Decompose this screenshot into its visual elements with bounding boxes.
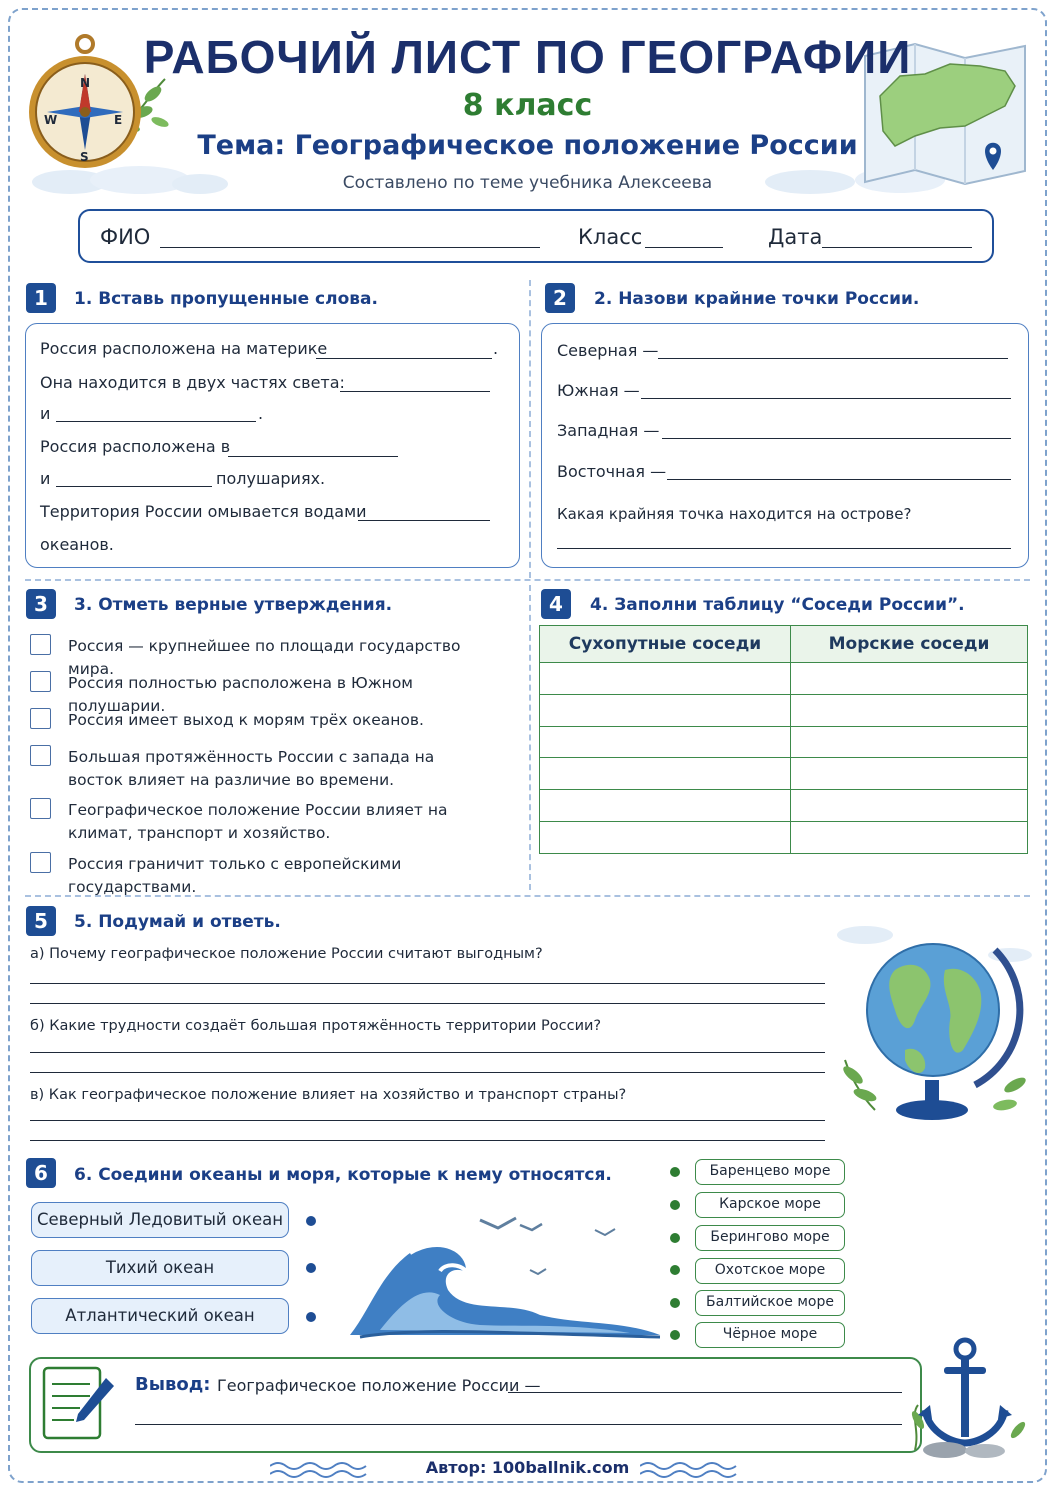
- statement-checkbox-6[interactable]: [30, 852, 51, 873]
- sea-bering-dot[interactable]: [670, 1233, 680, 1243]
- section-2-badge: 2: [545, 283, 575, 313]
- section-3-badge: 3: [26, 589, 56, 619]
- statement-checkbox-2[interactable]: [30, 671, 51, 692]
- section-6-title: 6. Соедини океаны и моря, которые к нему относятся.: [74, 1165, 612, 1185]
- table-cell[interactable]: [791, 790, 1028, 822]
- sea-neighbors-header: Морские соседи: [791, 626, 1028, 663]
- statement-6: Россия граничит только с европейскими государствами.: [68, 855, 402, 896]
- compass-n: N: [80, 76, 91, 90]
- answer-b-line-2[interactable]: [30, 1072, 825, 1073]
- sea-black-dot[interactable]: [670, 1330, 680, 1340]
- author-credit: Автор: 100ballnik.com: [425, 1458, 630, 1477]
- sea-okhotsk-dot[interactable]: [670, 1265, 680, 1275]
- table-cell[interactable]: [540, 726, 791, 758]
- section-6-badge: 6: [26, 1158, 56, 1188]
- answer-a-line-2[interactable]: [30, 1003, 825, 1004]
- fill-line-7-text: океанов.: [40, 535, 114, 554]
- section-5-title: 5. Подумай и ответь.: [74, 912, 281, 932]
- statement-checkbox-4[interactable]: [30, 745, 51, 766]
- table-cell[interactable]: [791, 694, 1028, 726]
- ocean-atlantic-dot[interactable]: [306, 1312, 316, 1322]
- ocean-arctic[interactable]: Северный Ледовитый океан: [31, 1202, 289, 1238]
- east-point-label: Восточная —: [557, 462, 667, 481]
- section-4-badge: 4: [541, 589, 571, 619]
- fill-line-2-text: Она находится в двух частях света:: [40, 373, 345, 392]
- section-2-title: 2. Назови крайние точки России.: [594, 289, 920, 309]
- name-label: ФИО: [100, 225, 151, 249]
- answer-c-line-1[interactable]: [30, 1120, 825, 1121]
- ocean-arctic-dot[interactable]: [306, 1216, 316, 1226]
- fill-blank-hemisphere-2[interactable]: [56, 486, 212, 487]
- sea-barents-dot[interactable]: [670, 1167, 680, 1177]
- conclusion-field-1[interactable]: [508, 1392, 902, 1393]
- table-cell[interactable]: [791, 821, 1028, 853]
- neighbors-table: [539, 625, 1028, 854]
- table-cell[interactable]: [540, 821, 791, 853]
- class-label: Класс: [578, 225, 643, 249]
- south-point-label: Южная —: [557, 381, 640, 400]
- east-point-field[interactable]: [667, 479, 1011, 480]
- compass-w: W: [44, 113, 58, 127]
- date-field[interactable]: [822, 247, 972, 248]
- ocean-pacific-dot[interactable]: [306, 1263, 316, 1273]
- worksheet-title: РАБОЧИЙ ЛИСТ ПО ГЕОГРАФИИ: [143, 31, 912, 83]
- conclusion-field-2[interactable]: [135, 1424, 902, 1425]
- island-point-question: Какая крайняя точка находится на острове?: [557, 505, 912, 523]
- section-5-badge: 5: [26, 906, 56, 936]
- compass-e: E: [114, 113, 123, 127]
- statement-2: Россия полностью расположена в Южном полушарии.: [68, 674, 413, 715]
- source-note: Составлено по теме учебника Алексеева: [342, 173, 713, 193]
- sea-bering[interactable]: Берингово море: [695, 1225, 845, 1251]
- sea-baltic-dot[interactable]: [670, 1298, 680, 1308]
- table-cell[interactable]: [791, 726, 1028, 758]
- west-point-field[interactable]: [662, 438, 1011, 439]
- date-label: Дата: [768, 225, 823, 249]
- fill-line-3-end: .: [258, 404, 264, 423]
- fill-blank-continent[interactable]: [316, 358, 492, 359]
- fill-blank-part-1[interactable]: [340, 391, 490, 392]
- fill-line-6-text: Территория России омывается водами: [40, 502, 367, 521]
- conclusion-label: Вывод:: [135, 1374, 211, 1395]
- land-neighbors-header: Сухопутные соседи: [540, 626, 791, 663]
- table-cell[interactable]: [540, 758, 791, 790]
- class-field[interactable]: [645, 247, 723, 248]
- anchor-icon: [900, 1335, 1035, 1460]
- row-divider-1: [25, 579, 1030, 581]
- section-4-title: 4. Заполни таблицу “Соседи России”.: [590, 595, 965, 615]
- north-point-label: Северная —: [557, 341, 659, 360]
- fill-line-1-text: Россия расположена на материке: [40, 339, 328, 358]
- wave-ornament-right: [640, 1460, 740, 1480]
- column-divider-top: [529, 280, 531, 578]
- west-point-label: Западная —: [557, 421, 660, 440]
- sea-baltic[interactable]: Балтийское море: [695, 1290, 845, 1316]
- conclusion-text: Географическое положение России —: [217, 1376, 541, 1395]
- question-b: б) Какие трудности создаёт большая протяжённость территории России?: [30, 1018, 602, 1034]
- ocean-atlantic[interactable]: Атлантический океан: [31, 1298, 289, 1334]
- section-1-badge: 1: [26, 283, 56, 313]
- fill-blank-part-2[interactable]: [56, 421, 256, 422]
- section-1-title: 1. Вставь пропущенные слова.: [74, 289, 378, 309]
- ocean-pacific[interactable]: Тихий океан: [31, 1250, 289, 1286]
- sea-kara-dot[interactable]: [670, 1200, 680, 1210]
- answer-a-line-1[interactable]: [30, 983, 825, 984]
- sea-okhotsk[interactable]: Охотское море: [695, 1258, 845, 1284]
- fill-line-1-end: .: [493, 339, 499, 358]
- statement-4: Большая протяжённость России с запада на восток влияет на различие во времени.: [68, 748, 435, 789]
- column-divider-mid: [529, 585, 531, 890]
- answer-c-line-2[interactable]: [30, 1140, 825, 1141]
- north-point-field[interactable]: [658, 358, 1008, 359]
- fill-line-5-and: и: [40, 469, 51, 488]
- fill-line-5-end: полушариях.: [216, 469, 326, 488]
- south-point-field[interactable]: [641, 398, 1011, 399]
- conclusion-box: [29, 1357, 922, 1453]
- section-3-title: 3. Отметь верные утверждения.: [74, 595, 393, 615]
- fill-blank-hemisphere-1[interactable]: [228, 456, 398, 457]
- island-point-field[interactable]: [557, 548, 1011, 549]
- fill-line-3-and: и: [40, 404, 51, 423]
- fill-blank-oceans[interactable]: [358, 520, 490, 521]
- statement-1: Россия — крупнейшее по площади государство мира.: [68, 637, 461, 678]
- question-c: в) Как географическое положение влияет на хозяйство и транспорт страны?: [30, 1087, 627, 1103]
- table-cell[interactable]: [791, 758, 1028, 790]
- table-cell[interactable]: [791, 663, 1028, 695]
- question-a: а) Почему географическое положение России считают выгодным?: [30, 946, 543, 962]
- statement-checkbox-3[interactable]: [30, 708, 51, 729]
- statement-checkbox-5[interactable]: [30, 798, 51, 819]
- statement-checkbox-1[interactable]: [30, 634, 51, 655]
- answer-b-line-1[interactable]: [30, 1052, 825, 1053]
- globe-icon: [835, 910, 1035, 1135]
- pencil-note-icon: [40, 1364, 120, 1444]
- sea-black[interactable]: Чёрное море: [695, 1322, 845, 1348]
- statement-5: Географическое положение России влияет на климат, транспорт и хозяйство.: [68, 801, 448, 842]
- statement-3: Россия имеет выход к морям трёх океанов.: [68, 711, 424, 729]
- fill-line-4-text: Россия расположена в: [40, 437, 231, 456]
- topic-label: Тема: Географическое положение России: [197, 130, 858, 161]
- table-cell[interactable]: [540, 790, 791, 822]
- sea-barents[interactable]: Баренцево море: [695, 1159, 845, 1185]
- wave-icon: [340, 1205, 670, 1345]
- sea-kara[interactable]: Карское море: [695, 1192, 845, 1218]
- compass-s: S: [80, 150, 89, 164]
- table-cell[interactable]: [540, 663, 791, 695]
- table-cell[interactable]: [540, 694, 791, 726]
- grade-label: 8 класс: [462, 88, 593, 123]
- student-info-box: [78, 209, 994, 263]
- name-field[interactable]: [160, 247, 540, 248]
